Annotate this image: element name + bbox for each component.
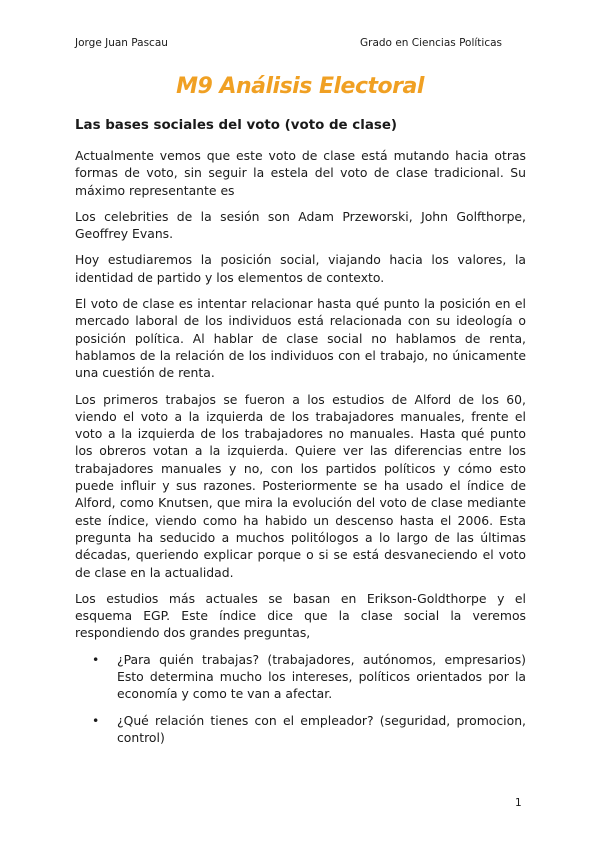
- bullet-icon: •: [92, 712, 100, 728]
- list-item: [75, 712, 526, 747]
- paragraph: Los estudios más actuales se basan en Erikson-Goldthorpe y el esquema EGP. Este índice dice que la clase social la veremos respondiendo dos grandes preguntas,: [75, 590, 526, 641]
- header-author: Jorge Juan Pascau: [75, 37, 168, 49]
- document-title: M9 Análisis Electoral: [176, 74, 424, 99]
- paragraph: Hoy estudiaremos la posición social, viajando hacia los valores, la identidad de partido y los elementos de contexto.: [75, 252, 526, 285]
- section-heading: Las bases sociales del voto (voto de clase): [75, 118, 398, 133]
- page-number: 1: [515, 797, 522, 809]
- list-item-text: ¿Qué relación tienes con el empleador? (seguridad, promocion, control): [117, 712, 526, 745]
- paragraph: Los primeros trabajos se fueron a los estudios de Alford de los 60, viendo el voto a la izquierda de los trabajadores manuales, frente el voto a la izquierda de los trabajadores no manuales. Hasta qué punto los obreros votan a la izquierda. Quiere ver las diferencias entre los trabajadores manuales y no, con los partidos políticos y cómo esto puede influir y sus razones. Posteriormente se ha usado el índice de Alford, como Knutsen, que mira la evolución del voto de clase mediante este índice, viendo como ha habido un descenso hasta el 2006. Esta pregunta ha seducido a muchos politólogos a lo largo de las últimas décadas, queriendo explicar porque o si se está desvaneciendo el voto de clase en la actualidad.: [75, 391, 526, 580]
- list-item: [75, 651, 526, 703]
- list-item-text: ¿Para quién trabajas? (trabajadores, autónomos, empresarios) Esto determina mucho los intereses, políticos orientados por la economía y como te van a afectar.: [117, 651, 526, 702]
- paragraph: El voto de clase es intentar relacionar hasta qué punto la posición en el mercado laboral de los individuos está relacionada con su ideología o posición política. Al hablar de clase social no hablamos de renta, hablamos de la relación de los individuos con el trabajo, no únicamente una cuestión de renta.: [75, 296, 526, 381]
- paragraph: Los celebrities de la sesión son Adam Przeworski, John Golfthorpe, Geoffrey Evans.: [75, 208, 526, 242]
- header-degree: Grado en Ciencias Políticas: [360, 37, 502, 49]
- document-body: [75, 118, 526, 755]
- page-header: [75, 37, 502, 49]
- bullet-list: [75, 651, 526, 746]
- bullet-icon: •: [92, 651, 100, 667]
- paragraph: Actualmente vemos que este voto de clase está mutando hacia otras formas de voto, sin seguir la estela del voto de clase tradicional. Su máximo representante es: [75, 148, 526, 198]
